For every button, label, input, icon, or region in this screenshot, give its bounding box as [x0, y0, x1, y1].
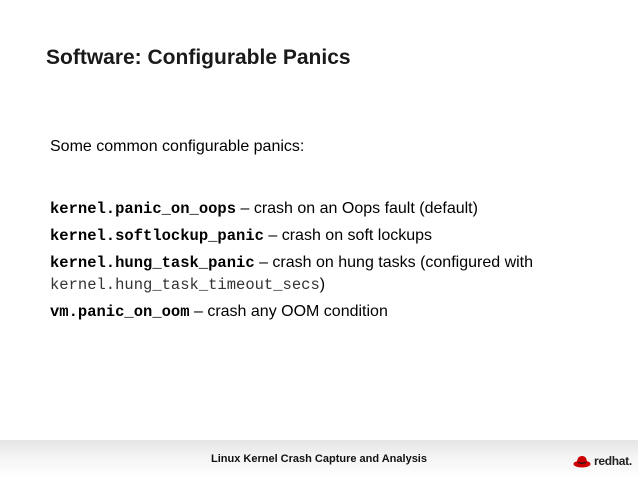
intro-text: Some common configurable panics:	[50, 138, 305, 155]
list-item	[50, 198, 610, 220]
param-description: – crash any OOM condition	[189, 303, 388, 320]
sub-param-name: kernel.hung_task_timeout_secs	[50, 276, 320, 294]
slide-title: Software: Configurable Panics	[46, 46, 351, 69]
list-item	[50, 225, 610, 247]
sub-param-close: )	[319, 276, 326, 293]
param-name: kernel.softlockup_panic	[50, 227, 264, 245]
param-description: – crash on soft lockups	[263, 227, 433, 244]
panic-list	[50, 198, 610, 328]
param-name: vm.panic_on_oom	[50, 303, 190, 321]
param-description: – crash on an Oops fault (default)	[236, 200, 478, 217]
redhat-shadowman-icon	[573, 453, 591, 469]
param-name: kernel.hung_task_panic	[50, 254, 255, 272]
logo-wordmark: redhat.	[594, 454, 632, 468]
list-item	[50, 252, 610, 296]
param-name: kernel.panic_on_oops	[50, 200, 237, 218]
param-description: – crash on hung tasks (configured with	[254, 254, 534, 271]
list-item	[50, 301, 610, 323]
footer-text: Linux Kernel Crash Capture and Analysis	[211, 453, 427, 465]
redhat-logo	[573, 451, 632, 471]
